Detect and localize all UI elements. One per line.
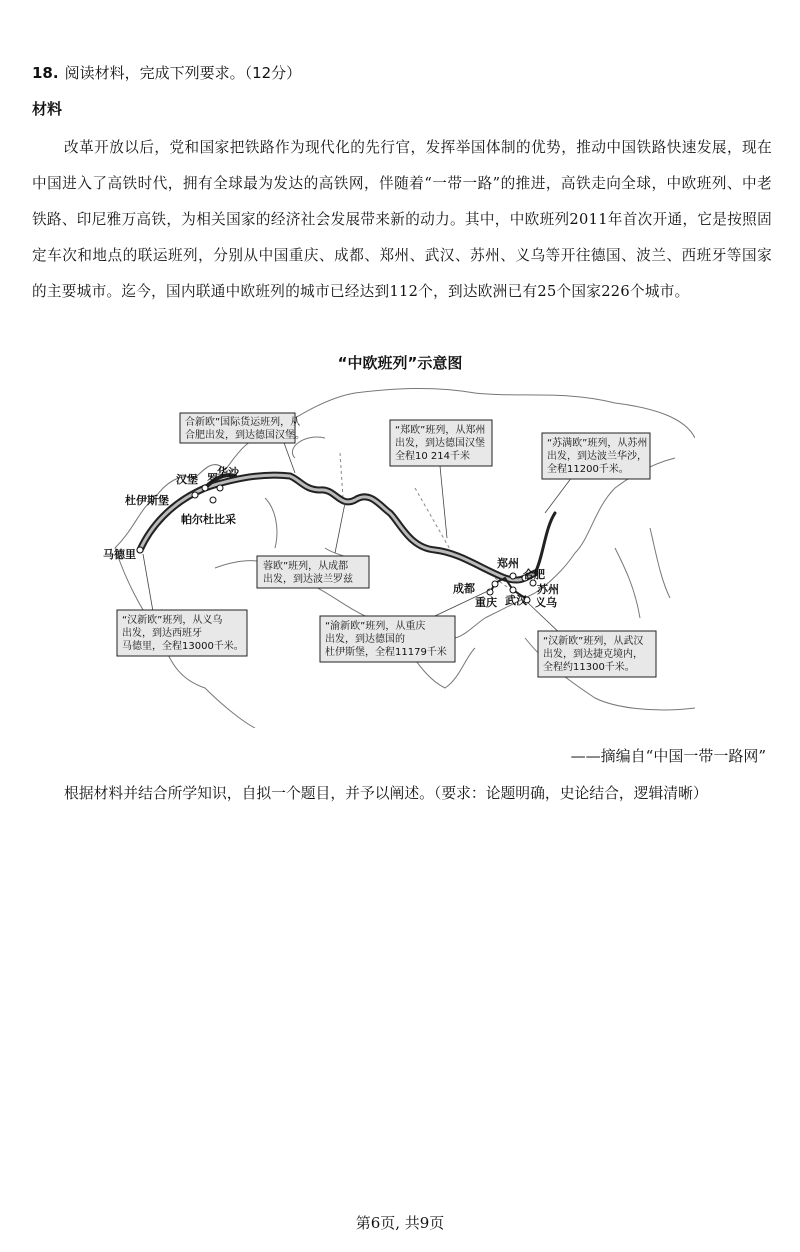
- box-sumanou: [542, 433, 650, 479]
- question-header: [32, 62, 301, 83]
- box-yuxinou: [320, 616, 455, 662]
- city-warsaw: 华沙: [217, 466, 239, 479]
- question-prompt: 阅读材料，完成下列要求。（12分）: [64, 64, 302, 82]
- box-hexin-line1: 合新欧”国际货运班列，从: [185, 417, 301, 428]
- box-zhengou-line3: 全程10 214千米: [395, 451, 470, 462]
- wuhan-marker: [510, 587, 516, 593]
- hamburg-marker: [202, 485, 208, 491]
- city-chongqing: 重庆: [475, 596, 497, 609]
- task-instruction: 根据材料并结合所学知识，自拟一个题目，并予以阐述。（要求：论题明确，史论结合，逻辑清晰）: [64, 785, 708, 802]
- city-duisburg: 杜伊斯堡: [125, 494, 169, 507]
- box-rongou-line1: 蓉欧”班列，从成都: [263, 561, 349, 572]
- box-yuxinou-line2: 出发，到达德国的: [325, 634, 405, 645]
- box-hanxinou-yiwu-line3: 马德里，全程13000千米。: [122, 641, 244, 652]
- city-hefei: 合肥: [523, 568, 545, 581]
- box-hanxinou-wuhan-line1: “汉新欧”班列，从武汉: [543, 636, 644, 647]
- box-sumanou-line3: 全程11200千米。: [547, 464, 629, 475]
- box-yuxinou-line1: “渝新欧”班列，从重庆: [325, 621, 426, 632]
- city-yiwu: 义乌: [535, 596, 557, 609]
- question-number: 18.: [32, 64, 59, 82]
- box-hanxinou-wuhan-line2: 出发，到达捷克境内，: [543, 649, 643, 660]
- china-europe-railway-map: [95, 378, 695, 728]
- box-rongou: [257, 556, 369, 588]
- box-rongou-line2: 出发，到达波兰罗兹: [263, 574, 353, 585]
- box-sumanou-line1: “苏满欧”班列，从苏州: [547, 438, 648, 449]
- box-zhengou-line1: “郑欧”班列，从郑州: [395, 425, 486, 436]
- duisburg-marker: [192, 492, 198, 498]
- city-zhengzhou: 郑州: [497, 557, 519, 570]
- material-label: 材料: [32, 100, 63, 118]
- city-wuhan: 武汉: [505, 594, 527, 607]
- box-hexin: [180, 413, 305, 443]
- box-hanxinou-wuhan-line3: 全程约11300千米。: [543, 662, 635, 673]
- box-sumanou-line2: 出发，到达波兰华沙，: [547, 451, 647, 462]
- madrid-marker: [137, 547, 143, 553]
- chongqing-marker: [487, 589, 493, 595]
- box-hexin-line2: 合肥出发，到达德国汉堡。: [185, 430, 305, 441]
- city-chengdu: 成都: [453, 582, 475, 595]
- material-paragraph: 改革开放以后，党和国家把铁路作为现代化的先行官，发挥举国体制的优势，推动中国铁路快速发展，现在中国进入了高铁时代，拥有全球最为发达的高铁网，伴随着“一带一路”的推进，高铁走向全球，中欧班列、中老铁路、印尼雅万高铁，为相关国家的经济社会发展带来新的动力。其中，中欧班列2011年首次开通，它是按照固定车次和地点的联运班列，分别从中国重庆、成都、郑州、武汉、苏州、义乌等开往德国、波兰、西班牙等国家的主要城市。迄今，国内联通中欧班列的城市已经达到112个，到达欧洲已有25个国家226个城市。: [32, 139, 772, 300]
- box-hanxinou-wuhan: [538, 631, 656, 677]
- zhengzhou-marker: [510, 573, 516, 579]
- box-yuxinou-line3: 杜伊斯堡，全程11179千米: [325, 647, 447, 658]
- lodz-marker: [217, 485, 223, 491]
- city-suzhou: 苏州: [537, 583, 559, 596]
- map-title: “中欧班列”示意图: [337, 354, 463, 372]
- box-hanxinou-yiwu-line1: “汉新欧”班列，从义乌: [122, 615, 223, 626]
- box-hanxinou-yiwu-line2: 出发，到达西班牙: [122, 628, 202, 639]
- city-madrid: 马德里: [103, 548, 136, 561]
- chengdu-marker: [492, 581, 498, 587]
- box-zhengou: [390, 420, 492, 466]
- box-zhengou-line2: 出发，到达德国汉堡: [395, 438, 485, 449]
- box-hanxinou-yiwu: [117, 610, 247, 656]
- city-lodz: 罗: [207, 472, 218, 485]
- city-pardubice: 帕尔杜比采: [181, 513, 236, 526]
- source-attribution: ——摘编自“中国一带一路网”: [570, 747, 766, 765]
- pardubice-marker: [210, 497, 216, 503]
- city-hamburg: 汉堡: [176, 473, 198, 486]
- page-footer: 第6页, 共9页: [355, 1214, 445, 1232]
